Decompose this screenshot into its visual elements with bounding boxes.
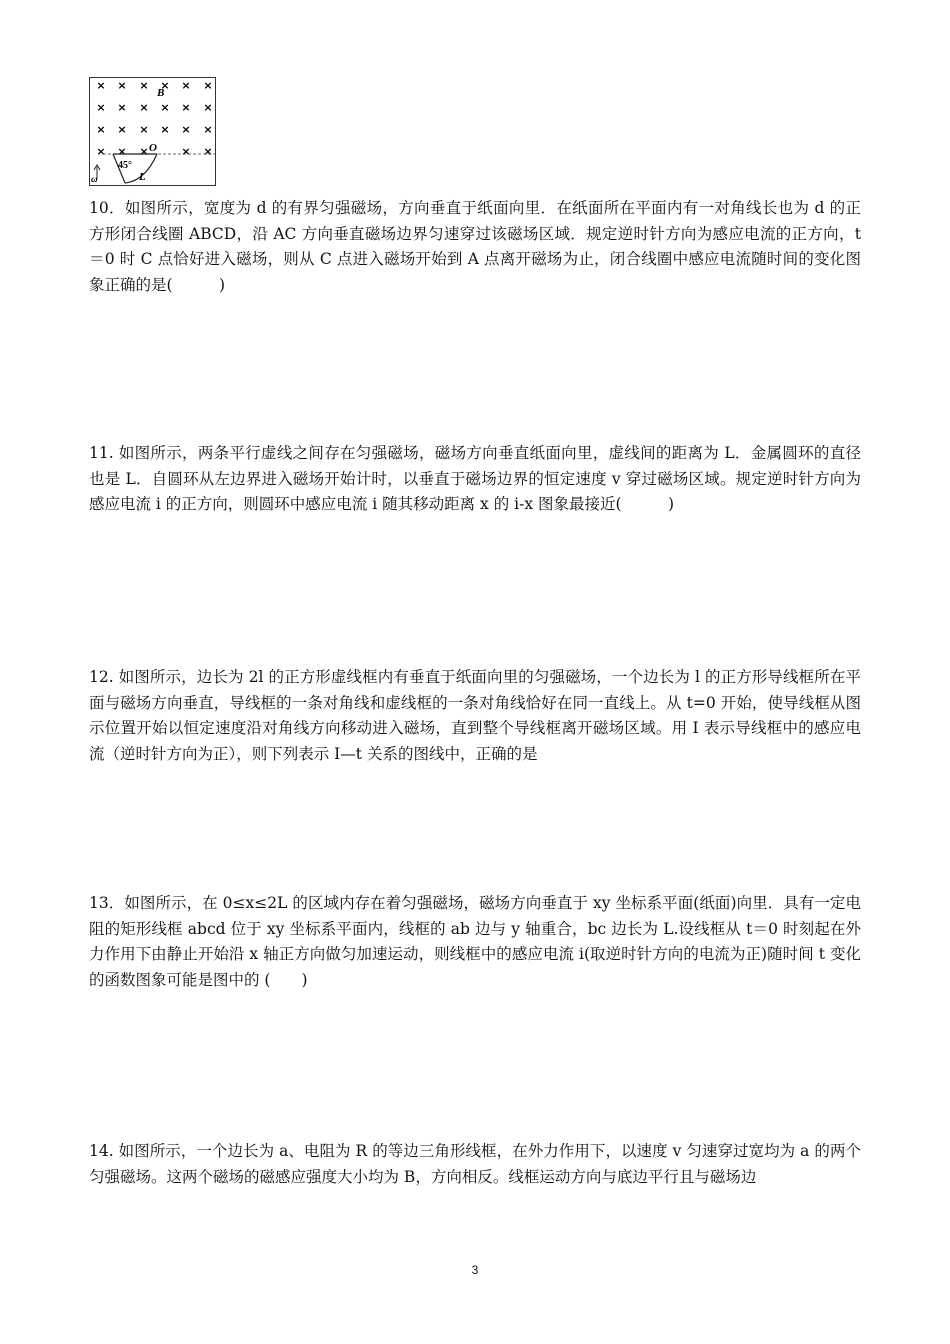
- magnetic-field-figure: [89, 77, 217, 187]
- field-cross-mark: ×: [160, 123, 170, 136]
- field-cross-mark: ×: [117, 145, 127, 158]
- field-diagram-svg: [89, 77, 217, 187]
- field-cross-mark: ×: [139, 145, 149, 158]
- question-11: 11. 如图所示，两条平行虚线之间存在匀强磁场，磁场方向垂直纸面向里，虚线间的距离为 L．金属圆环的直径也是 L．自圆环从左边界进入磁场开始计时，以垂直于磁场边界的恒定速度 v 穿过磁场区域。规定逆时针方向为感应电流 i 的正方向，则圆环中感应电流 i 随其移动距离 x 的 i-x 图象最接近( ): [89, 444, 861, 513]
- question-12: 12. 如图所示，边长为 2l 的正方形虚线框内有垂直于纸面向里的匀强磁场，一个边长为 l 的正方形导线框所在平面与磁场方向垂直，导线框的一条对角线和虚线框的一条对角线恰好在同一直线上。从 t=0 开始，使导线框从图示位置开始以恒定速度沿对角线方向移动进入磁场，直到整个导线框离开磁场区域。用 I 表示导线框中的感应电流（逆时针方向为正），则下列表示 I—t 关系的图线中，正确的是: [89, 668, 861, 763]
- field-cross-mark: ×: [117, 79, 127, 92]
- field-cross-mark: ×: [181, 145, 191, 158]
- question-13: 13．如图所示，在 0≤x≤2L 的区域内存在着匀强磁场，磁场方向垂直于 xy 坐标系平面(纸面)向里．具有一定电阻的矩形线框 abcd 位于 xy 坐标系平面内，线框的 ab 边与 y 轴重合，bc 边长为 L.设线框从 t＝0 时刻起在外力作用下由静止开始沿 x 轴正方向做匀加速运动，则线框中的感应电流 i(取逆时针方向的电流为正)随时间 t 变化的函数图象可能是图中的 ( ): [89, 894, 861, 989]
- field-cross-mark: ×: [96, 123, 106, 136]
- field-cross-mark: ×: [96, 79, 106, 92]
- field-cross-mark: ×: [96, 145, 106, 158]
- field-cross-mark: ×: [203, 123, 213, 136]
- field-cross-mark: ×: [181, 79, 191, 92]
- question-10: 10．如图所示，宽度为 d 的有界匀强磁场，方向垂直于纸面向里．在纸面所在平面内有一对角线长也为 d 的正方形闭合线圈 ABCD，沿 AC 方向垂直磁场边界匀速穿过该磁场区域．规定逆时针方向为感应电流的正方向，t＝0 时 C 点恰好进入磁场，则从 C 点进入磁场开始到 A 点离开磁场为止，闭合线圈中感应电流随时间的变化图象正确的是( ): [89, 199, 861, 294]
- center-label-o: O: [149, 142, 157, 154]
- field-cross-mark: ×: [139, 79, 149, 92]
- page-number: 3: [471, 1263, 479, 1277]
- field-cross-mark: ×: [203, 101, 213, 114]
- field-cross-mark: ×: [160, 101, 170, 114]
- field-cross-mark: ×: [181, 123, 191, 136]
- field-cross-mark: ×: [181, 101, 191, 114]
- field-cross-mark: ×: [203, 145, 213, 158]
- question-14: 14. 如图所示，一个边长为 a、电阻为 R 的等边三角形线框，在外力作用下，以速度 v 匀速穿过宽均为 a 的两个匀强磁场。这两个磁场的磁感应强度大小均为 B，方向相反。线框运动方向与底边平行且与磁场边: [89, 1142, 861, 1186]
- field-cross-mark: ×: [203, 79, 213, 92]
- length-label-l: L: [139, 171, 146, 183]
- field-cross-mark: ×: [117, 123, 127, 136]
- field-cross-mark: ×: [160, 79, 170, 92]
- omega-label: ω: [91, 174, 98, 184]
- field-cross-mark: ×: [139, 101, 149, 114]
- field-cross-mark: ×: [139, 123, 149, 136]
- field-cross-mark: ×: [117, 101, 127, 114]
- field-cross-mark: ×: [96, 101, 106, 114]
- angle-label: 45°: [118, 160, 132, 171]
- field-label-b: B: [157, 87, 165, 99]
